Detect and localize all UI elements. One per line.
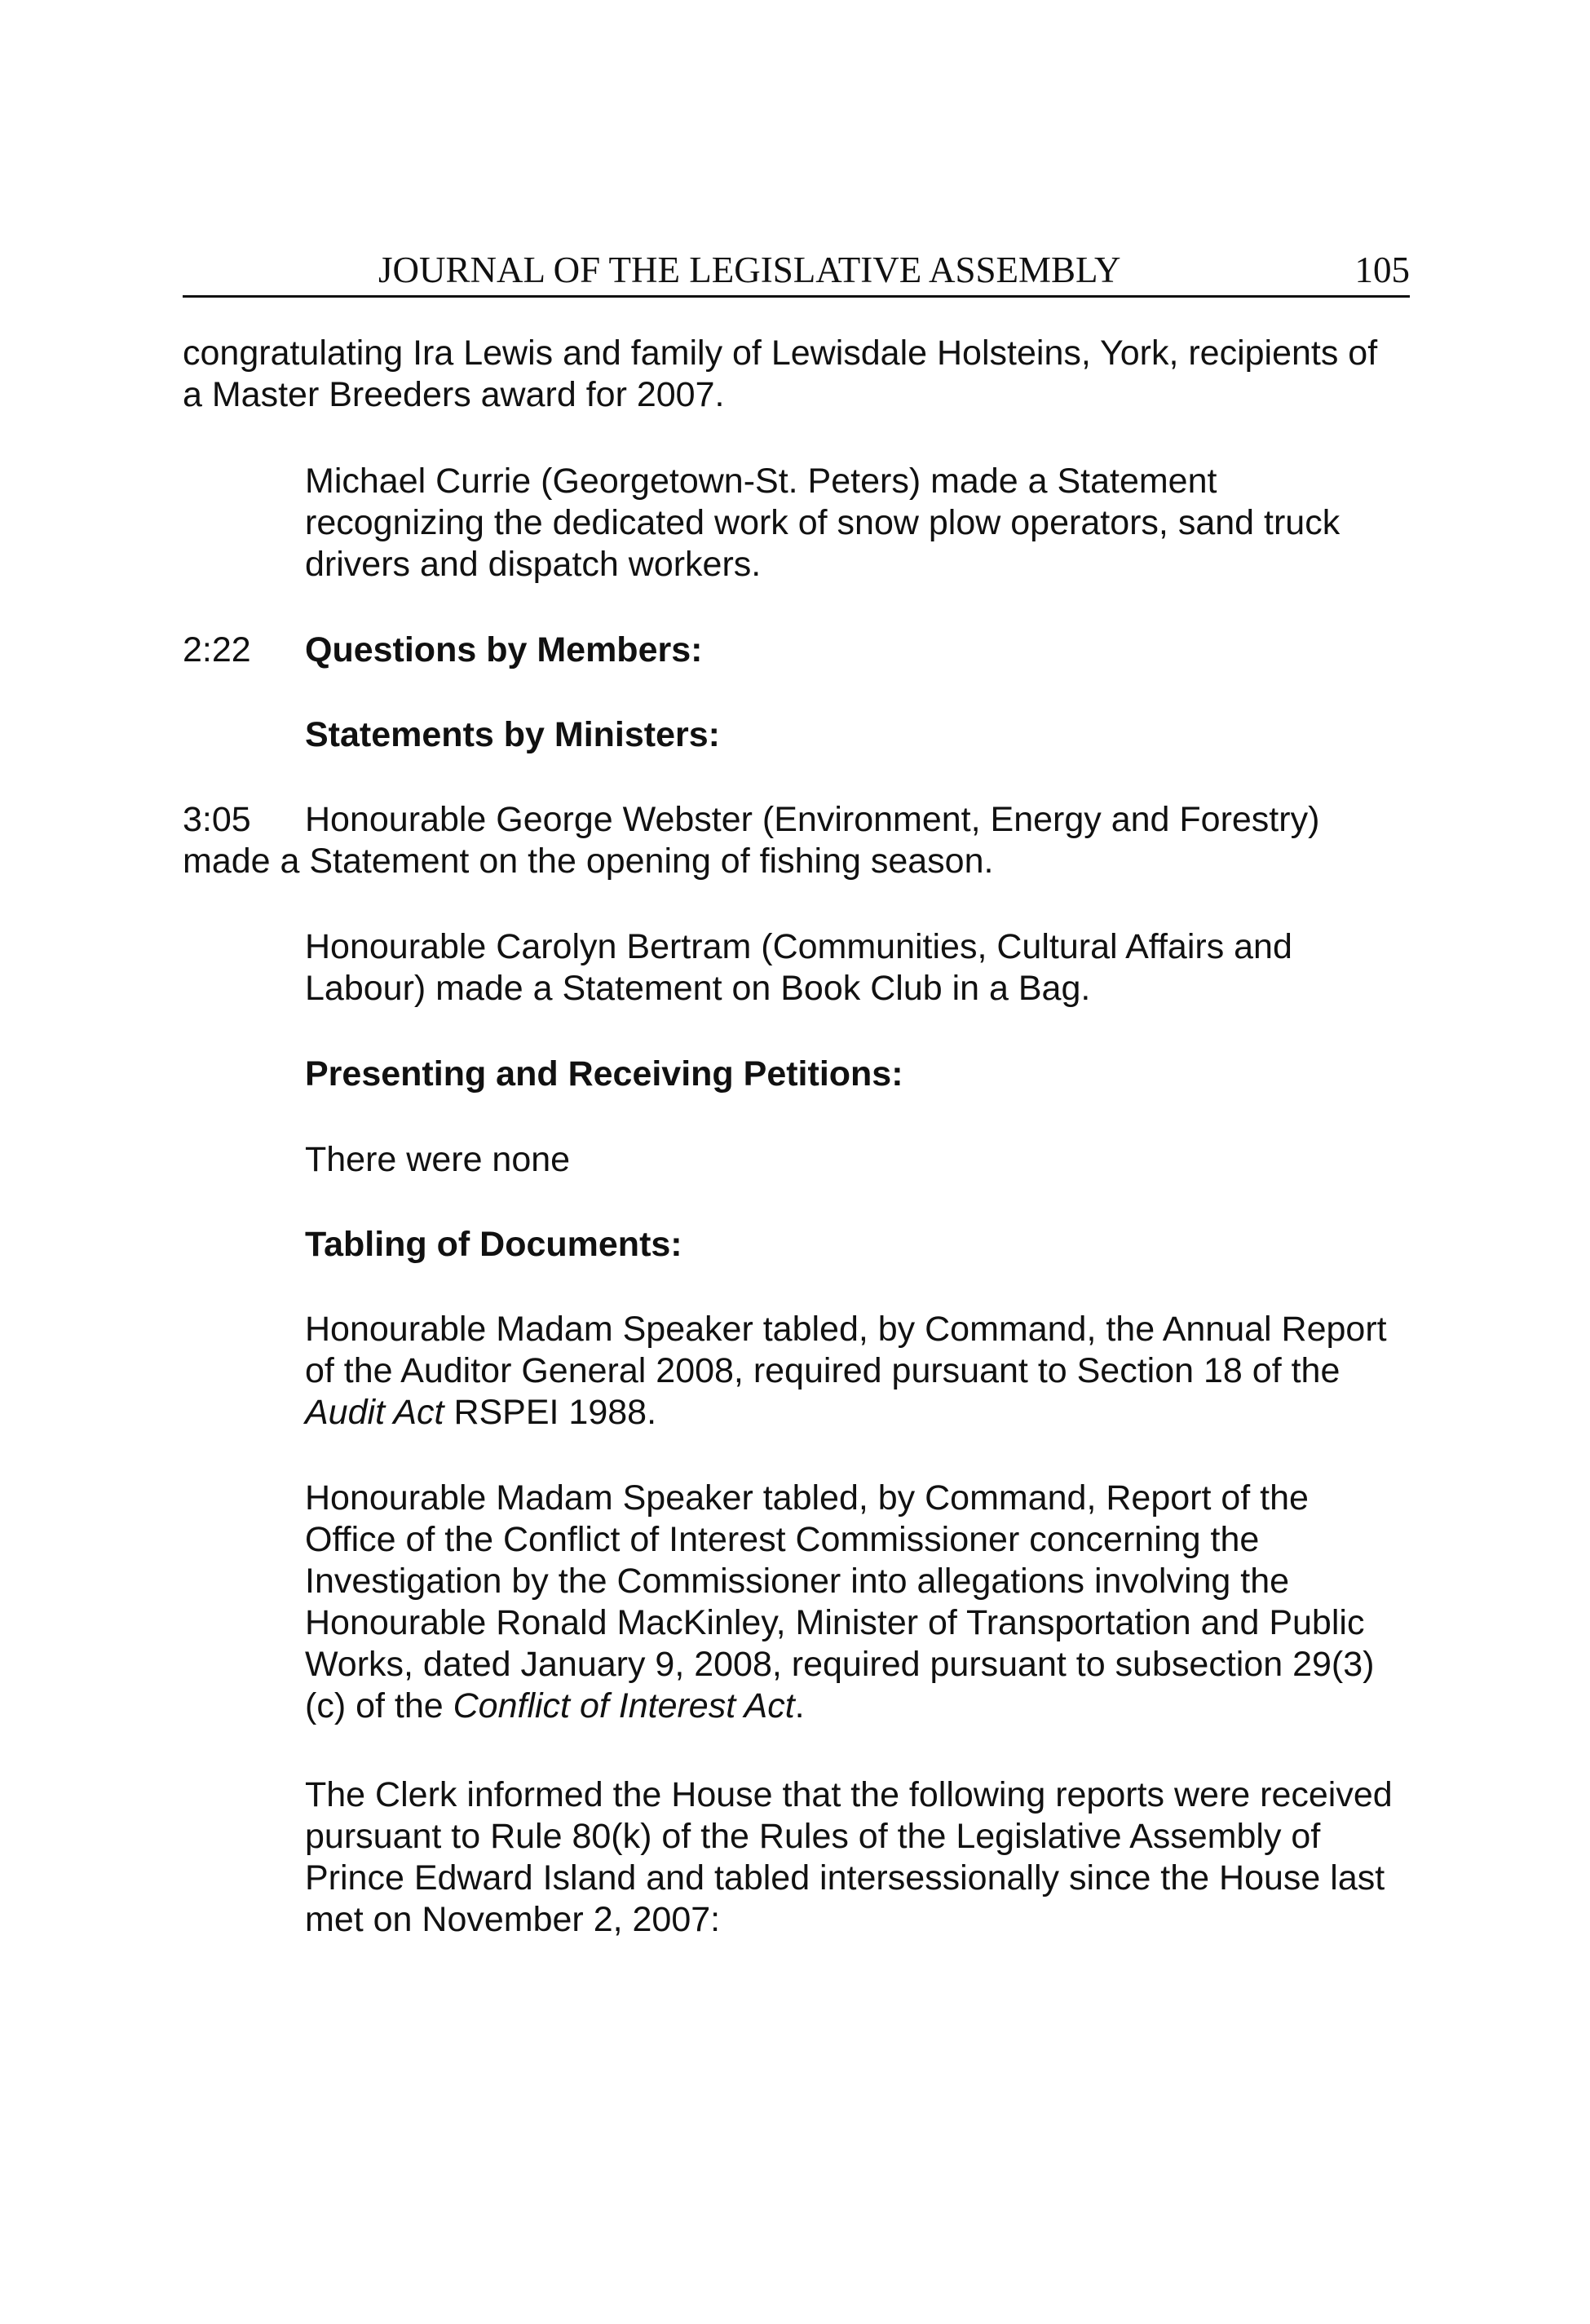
page-header bbox=[183, 245, 1410, 298]
statements-heading: Statements by Ministers: bbox=[305, 715, 720, 754]
paragraph-bertram-statement: Honourable Carolyn Bertram (Communities, Cultural Affairs and Labour) made a Statement on Book Club in a Bag. bbox=[305, 927, 1292, 1008]
paragraph-webster-statement bbox=[183, 799, 1406, 882]
conflict-act-title: Conflict of Interest Act bbox=[453, 1686, 795, 1725]
audit-act-title: Audit Act bbox=[305, 1393, 444, 1432]
paragraph-auditor-general-report bbox=[305, 1309, 1406, 1434]
petitions-text: There were none bbox=[305, 1140, 571, 1179]
paragraph-currie-statement: Michael Currie (Georgetown-St. Peters) made a Statement recognizing the dedicated work of snow plow operators, sand truck drivers and dispatch workers. bbox=[305, 462, 1340, 584]
paragraph-conflict-report bbox=[305, 1478, 1406, 1727]
page-number: 105 bbox=[1354, 250, 1410, 290]
questions-time: 2:22 bbox=[183, 630, 251, 669]
journal-title: JOURNAL OF THE LEGISLATIVE ASSEMBLY bbox=[378, 250, 1121, 290]
questions-heading: Questions by Members: bbox=[305, 630, 703, 669]
paragraph-clerk-reports: The Clerk informed the House that the following reports were received pursuant to Rule 80(k) of the Rules of the Legislative Assembly of Prince Edward Island and tabled intersessionally since the House last met on November 2, 2007: bbox=[305, 1775, 1393, 1939]
paragraph-congratulations: congratulating Ira Lewis and family of Lewisdale Holsteins, York, recipients of a Master Breeders award for 2007. bbox=[183, 334, 1378, 414]
conflict-text-before: Honourable Madam Speaker tabled, by Command, Report of the Office of the Conflict of Interest Commissioner concerning the Investigation by the Commissioner into allegations involving the Honourable Ronald MacKinley, Minister of Transportation and Public Works, dated January 9, 2008, required pursuant to subsection 29(3)(c) of the bbox=[305, 1478, 1375, 1725]
webster-statement-text: Honourable George Webster (Environment, Energy and Forestry) made a Statement on the opening of fishing season. bbox=[183, 800, 1320, 881]
conflict-text-after: . bbox=[794, 1686, 805, 1725]
questions-section bbox=[183, 630, 1406, 671]
webster-time: 3:05 bbox=[183, 800, 251, 839]
petitions-heading: Presenting and Receiving Petitions: bbox=[305, 1054, 903, 1094]
auditor-text-after: RSPEI 1988. bbox=[444, 1393, 657, 1432]
auditor-text-before: Honourable Madam Speaker tabled, by Command, the Annual Report of the Auditor General 2008, required pursuant to Section 18 of the bbox=[305, 1310, 1387, 1390]
tabling-heading: Tabling of Documents: bbox=[305, 1225, 682, 1264]
